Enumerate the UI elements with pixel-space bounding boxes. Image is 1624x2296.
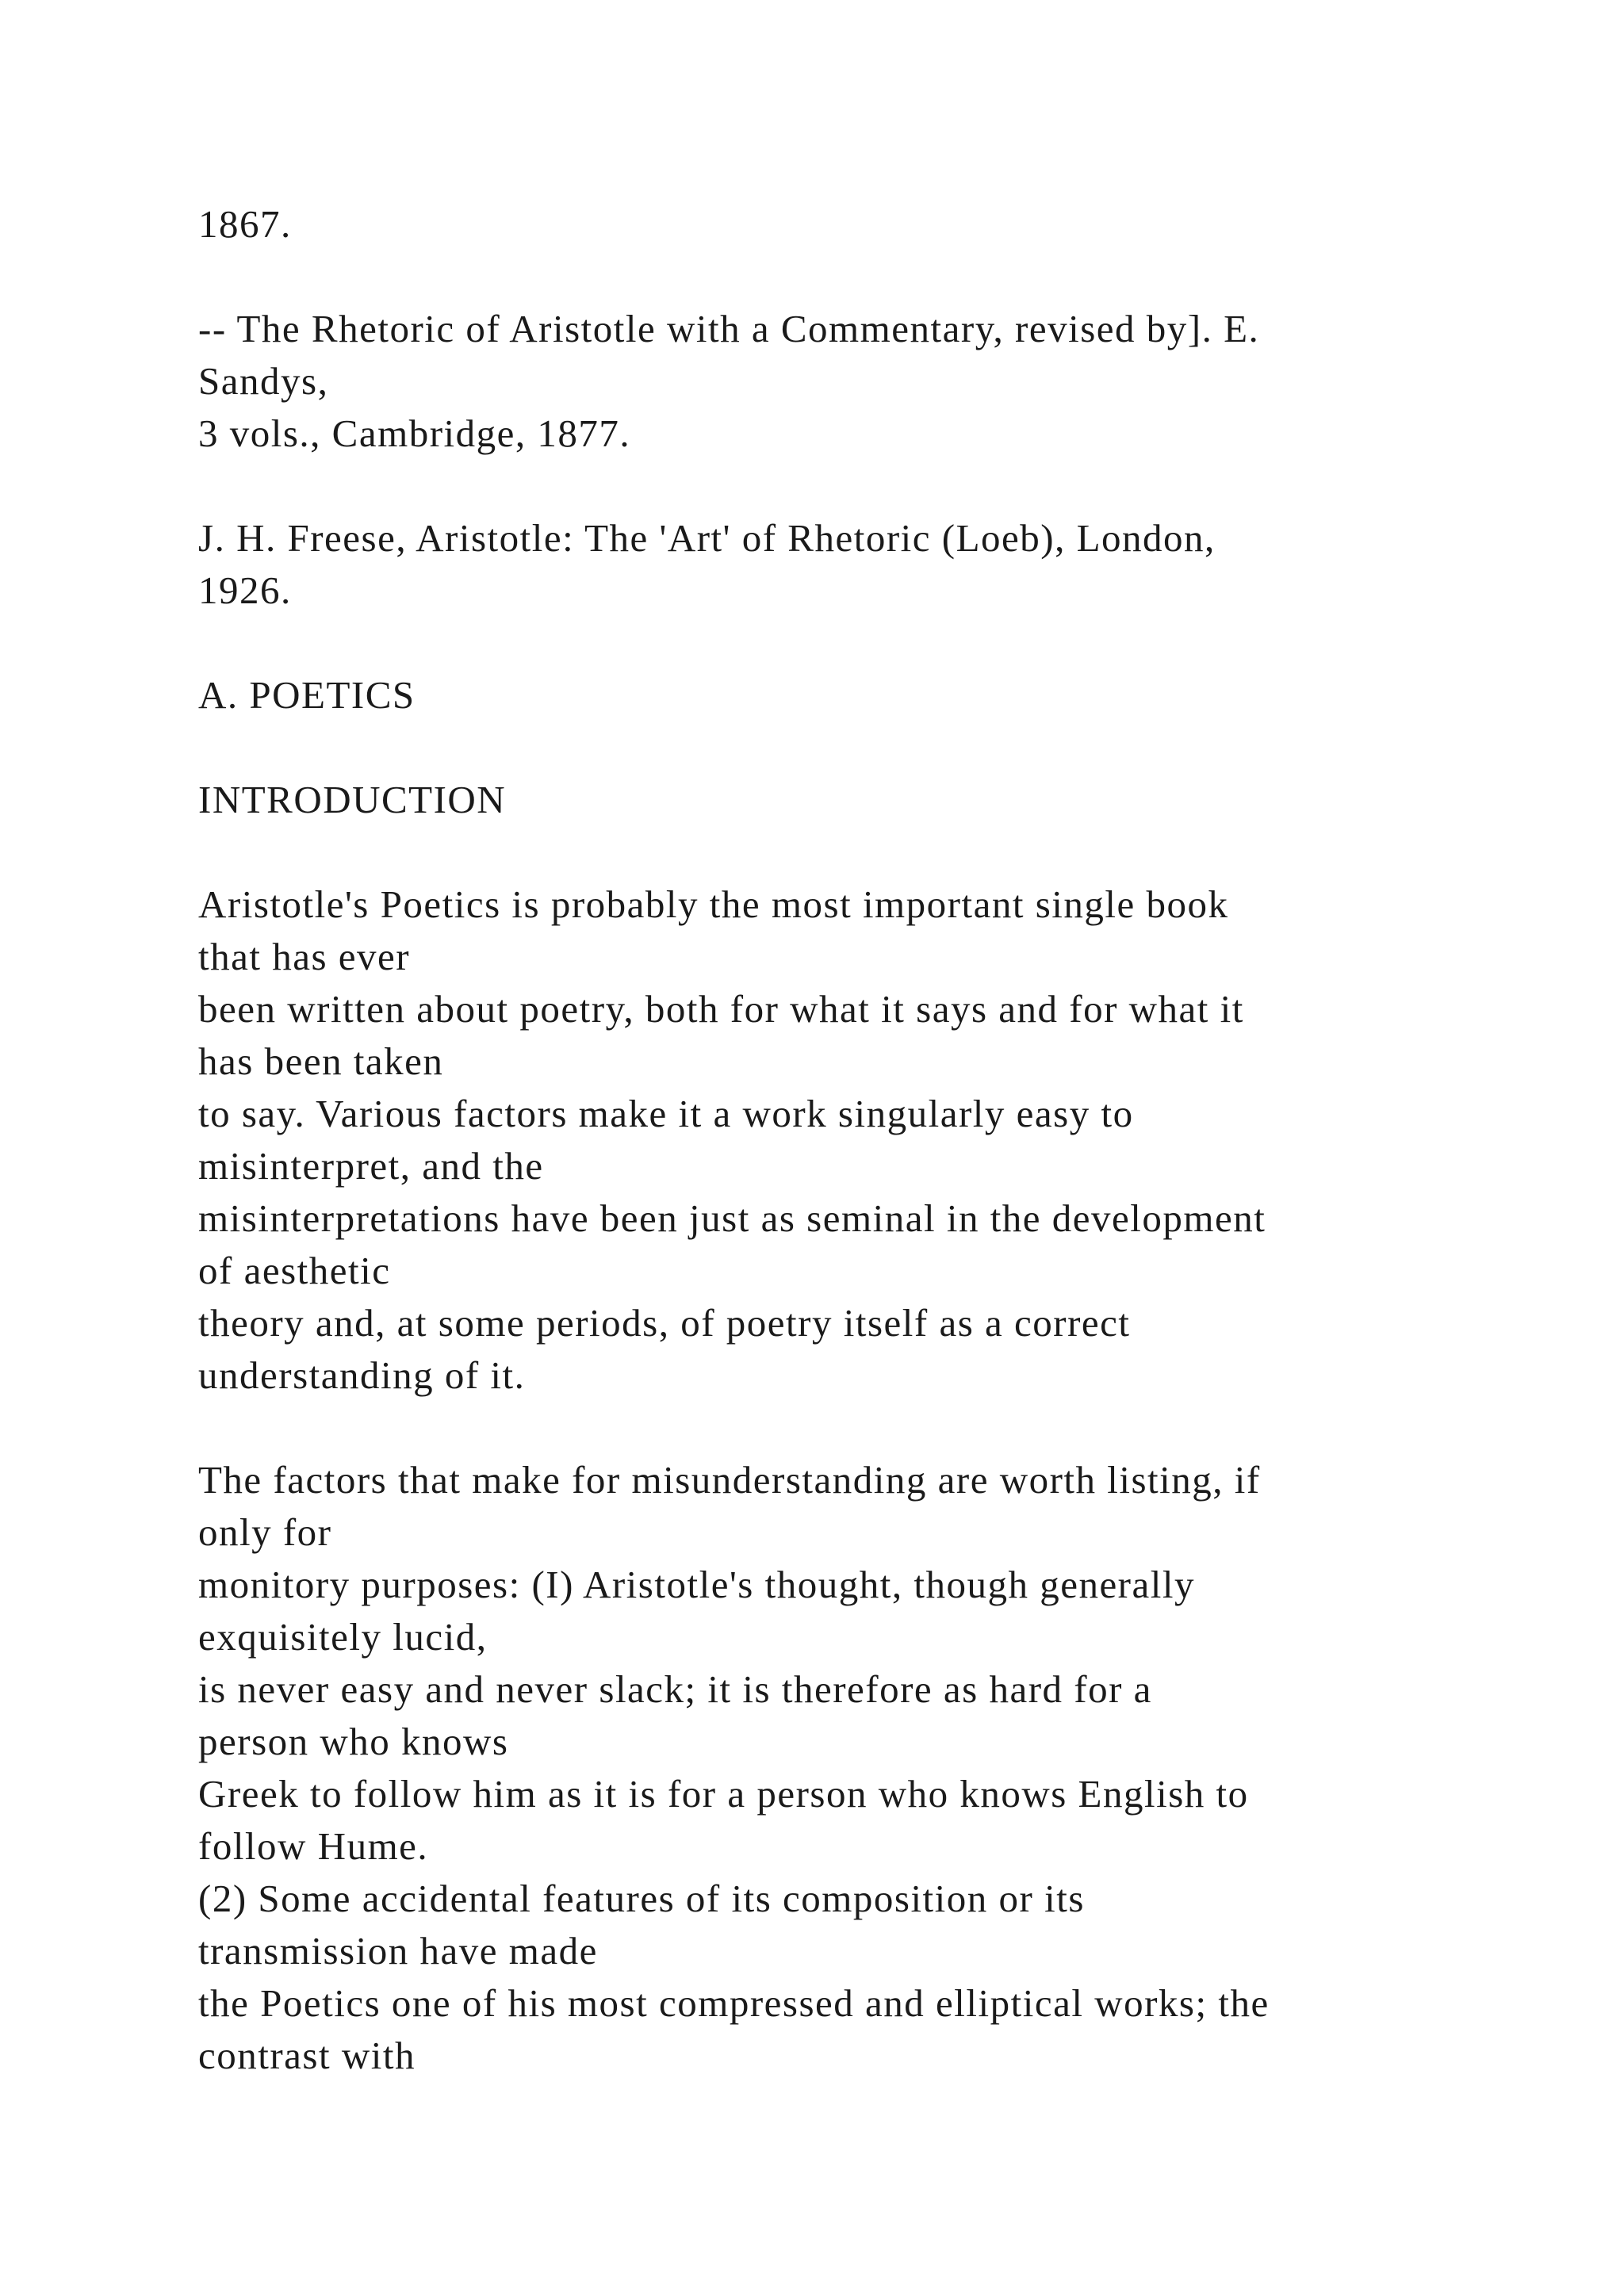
text-line: J. H. Freese, Aristotle: The 'Art' of Rhetoric (Loeb), London,: [198, 516, 1216, 560]
text-line: follow Hume.: [198, 1824, 429, 1868]
section-heading-introduction: [198, 774, 1507, 826]
text-line: exquisitely lucid,: [198, 1615, 488, 1659]
text-line: 1867.: [198, 202, 292, 246]
text-line: transmission have made: [198, 1929, 598, 1973]
text-line: only for: [198, 1510, 332, 1554]
text-line: the Poetics one of his most compressed and elliptical works; the: [198, 1981, 1270, 2025]
text-line: -- The Rhetoric of Aristotle with a Commentary, revised by]. E.: [198, 307, 1260, 350]
paragraph-factors: [198, 1454, 1507, 2082]
text-line: of aesthetic: [198, 1249, 391, 1292]
paragraph-freese: [198, 512, 1507, 617]
section-heading-poetics: [198, 669, 1507, 721]
text-line: is never easy and never slack; it is therefore as hard for a: [198, 1667, 1152, 1711]
section-heading: A. POETICS: [198, 673, 416, 717]
text-line: monitory purposes: (I) Aristotle's thought, though generally: [198, 1563, 1195, 1606]
text-line: understanding of it.: [198, 1353, 526, 1397]
text-line: (2) Some accidental features of its composition or its: [198, 1877, 1085, 1920]
paragraph-intro: [198, 878, 1507, 1402]
text-line: to say. Various factors make it a work singularly easy to: [198, 1092, 1134, 1135]
text-line: person who knows: [198, 1720, 509, 1763]
text-line: misinterpretations have been just as seminal in the development: [198, 1196, 1266, 1240]
text-line: theory and, at some periods, of poetry itself as a correct: [198, 1301, 1131, 1345]
text-line: that has ever: [198, 935, 411, 978]
paragraph-year: [198, 198, 1507, 251]
text-line: Greek to follow him as it is for a person who knows English to: [198, 1772, 1249, 1816]
text-line: The factors that make for misunderstanding are worth listing, if: [198, 1458, 1261, 1502]
text-line: misinterpret, and the: [198, 1144, 544, 1188]
text-line: Sandys,: [198, 359, 329, 403]
text-line: contrast with: [198, 2034, 416, 2077]
text-line: 3 vols., Cambridge, 1877.: [198, 411, 631, 455]
text-line: 1926.: [198, 568, 292, 612]
section-heading: INTRODUCTION: [198, 778, 507, 821]
paragraph-rhetoric-commentary: [198, 303, 1507, 460]
document-page: [198, 198, 1507, 2134]
text-line: been written about poetry, both for what it says and for what it: [198, 987, 1244, 1031]
text-line: has been taken: [198, 1039, 444, 1083]
text-line: Aristotle's Poetics is probably the most important single book: [198, 882, 1229, 926]
